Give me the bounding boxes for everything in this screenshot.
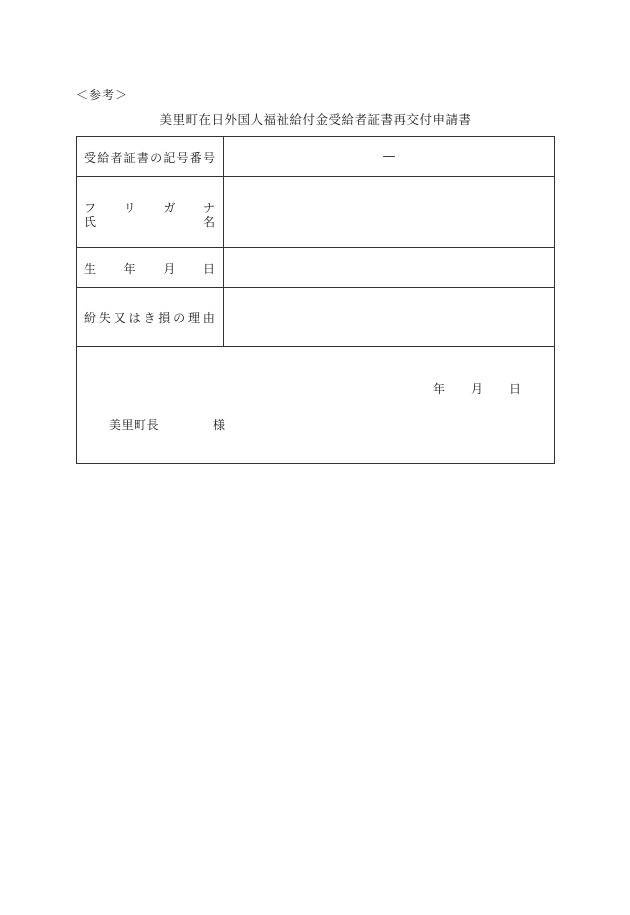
cert-number-field[interactable] — [224, 137, 554, 176]
application-date: 年 月 日 — [433, 382, 521, 396]
name-row — [77, 177, 554, 248]
birth-row — [77, 248, 554, 288]
name-label — [77, 177, 224, 247]
reference-label: ＜参考＞ — [76, 88, 129, 102]
furigana-label: フ リ ガ ナ — [84, 201, 215, 215]
cert-number-row — [77, 137, 554, 177]
addressee: 美里町長 — [109, 418, 160, 432]
reason-field[interactable] — [224, 288, 554, 346]
name-field[interactable] — [224, 177, 554, 247]
birth-field[interactable] — [224, 248, 554, 287]
honorific: 様 — [213, 418, 226, 432]
cert-number-separator: — — [382, 149, 396, 164]
reason-label: 紛 失 又 は き 損 の 理 由 — [77, 288, 224, 346]
cert-number-label: 受 給 者 証 書 の 記 号 番 号 — [77, 137, 224, 176]
birth-label: 生 年 月 日 — [77, 248, 224, 287]
application-form — [76, 136, 555, 464]
document-title: 美里町在日外国人福祉給付金受給者証書再交付申請書 — [159, 112, 472, 127]
full-name-label: 氏 名 — [84, 215, 215, 229]
reason-row — [77, 288, 554, 347]
